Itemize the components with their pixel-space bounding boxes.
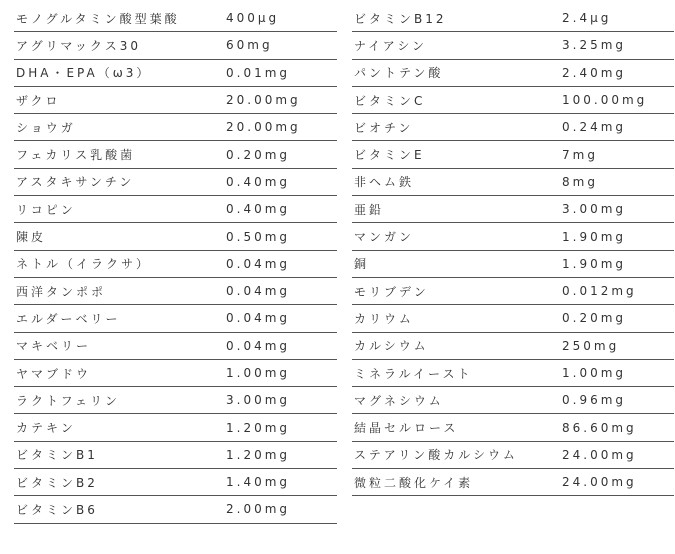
ingredient-name: ビタミンC: [354, 93, 426, 108]
ingredient-amount: 1.90mg: [562, 229, 627, 244]
ingredient-name: リコピン: [16, 202, 76, 217]
ingredient-amount: 0.04mg: [226, 338, 291, 353]
ingredient-name: ヤマブドウ: [16, 366, 92, 381]
ingredient-amount: 0.40mg: [226, 202, 291, 217]
ingredient-name: マキベリー: [16, 339, 92, 354]
ingredient-amount: 0.20mg: [226, 147, 291, 162]
ingredient-row: [14, 251, 337, 278]
ingredient-name: 銅: [354, 257, 370, 272]
ingredient-amount: 0.20mg: [562, 311, 627, 326]
ingredient-row: [352, 442, 674, 469]
ingredient-row: [14, 87, 337, 114]
ingredient-amount: 3.00mg: [562, 202, 627, 217]
ingredient-list-left: [14, 5, 337, 524]
ingredient-amount: 0.96mg: [562, 393, 627, 408]
ingredient-amount: 2.4μg: [562, 11, 612, 26]
ingredient-row: [352, 32, 674, 59]
ingredient-name: ザクロ: [16, 93, 61, 108]
ingredient-amount: 1.00mg: [226, 366, 291, 380]
ingredient-amount: 20.00mg: [226, 93, 301, 108]
ingredient-name: カリウム: [354, 311, 414, 326]
ingredient-name: 非ヘム鉄: [354, 175, 415, 190]
ingredient-amount: 100.00mg: [562, 93, 648, 108]
ingredient-name: マンガン: [354, 230, 415, 245]
ingredient-name: ラクトフェリン: [16, 393, 121, 408]
ingredient-row: [352, 469, 674, 496]
ingredient-amount: 1.20mg: [226, 420, 291, 435]
ingredient-amount: 1.90mg: [562, 256, 627, 271]
ingredient-amount: 400μg: [226, 11, 280, 26]
ingredient-row: [352, 333, 674, 360]
ingredient-name: ビオチン: [354, 120, 414, 135]
ingredient-row: [352, 305, 674, 332]
ingredient-list-right: [352, 5, 674, 496]
ingredient-amount: 1.20mg: [226, 447, 291, 462]
ingredient-amount: 0.50mg: [226, 229, 291, 244]
ingredient-row: [14, 305, 337, 332]
ingredient-amount: 0.012mg: [562, 284, 637, 299]
ingredient-amount: 60mg: [226, 38, 273, 53]
ingredient-row: [352, 114, 674, 141]
ingredient-row: [14, 442, 337, 469]
ingredient-name: ビタミンB12: [354, 11, 447, 26]
ingredient-amount: 1.40mg: [226, 475, 291, 490]
ingredient-row: [352, 223, 674, 250]
ingredient-row: [352, 414, 674, 441]
ingredient-row: [14, 387, 337, 414]
ingredient-amount: 250mg: [562, 338, 620, 353]
ingredient-amount: 0.01mg: [226, 65, 291, 80]
ingredient-row: [352, 196, 674, 223]
ingredient-row: [352, 141, 674, 168]
ingredient-name: フェカリス乳酸菌: [16, 148, 136, 163]
ingredient-row: [352, 251, 674, 278]
ingredient-amount: 7mg: [562, 147, 598, 162]
ingredient-name: ビタミンB1: [16, 448, 98, 463]
ingredient-name: 西洋タンポポ: [16, 284, 107, 299]
ingredient-amount: 86.60mg: [562, 420, 637, 435]
ingredient-name: アグリマックス30: [16, 38, 142, 53]
ingredient-amount: 2.40mg: [562, 65, 627, 80]
ingredient-row: [352, 360, 674, 387]
ingredient-row: [14, 469, 337, 496]
ingredient-row: [352, 169, 674, 196]
ingredient-row: [352, 278, 674, 305]
ingredient-name: モノグルタミン酸型葉酸: [16, 11, 180, 26]
ingredient-name: ビタミンE: [354, 148, 425, 163]
ingredient-row: [14, 196, 337, 223]
ingredient-amount: 0.24mg: [562, 120, 627, 135]
ingredient-amount: 2.00mg: [226, 502, 291, 517]
ingredient-name: ショウガ: [16, 120, 76, 135]
ingredient-amount: 3.25mg: [562, 38, 627, 53]
ingredient-amount: 20.00mg: [226, 120, 301, 135]
ingredient-name: ステアリン酸カルシウム: [354, 448, 518, 463]
ingredient-name: マグネシウム: [354, 393, 444, 408]
ingredient-row: [352, 5, 674, 32]
ingredient-name: パントテン酸: [354, 66, 444, 81]
ingredient-amount: 0.04mg: [226, 284, 291, 299]
ingredient-amount: 3.00mg: [226, 393, 291, 408]
ingredient-amount: 0.40mg: [226, 174, 291, 189]
ingredient-name: 結晶セルロース: [354, 421, 459, 436]
ingredient-name: エルダーベリー: [16, 311, 121, 326]
ingredient-name: 微粒二酸化ケイ素: [354, 475, 474, 490]
ingredient-name: カテキン: [16, 421, 76, 436]
ingredient-amount: 0.04mg: [226, 311, 291, 326]
ingredient-name: カルシウム: [354, 339, 429, 354]
ingredient-row: [14, 169, 337, 196]
ingredient-row: [14, 32, 337, 59]
ingredient-row: [352, 60, 674, 87]
ingredient-row: [14, 5, 337, 32]
ingredient-name: 亜鉛: [354, 202, 385, 217]
ingredient-row: [14, 141, 337, 168]
ingredient-row: [352, 387, 674, 414]
ingredient-amount: 24.00mg: [562, 447, 637, 462]
ingredient-row: [14, 360, 337, 387]
ingredient-name: 陳皮: [16, 230, 47, 245]
ingredient-name: ビタミンB2: [16, 475, 98, 490]
ingredient-amount: 0.04mg: [226, 256, 291, 271]
ingredient-amount: 24.00mg: [562, 475, 637, 490]
ingredient-row: [14, 223, 337, 250]
ingredient-name: モリブデン: [354, 284, 429, 299]
ingredient-name: ナイアシン: [354, 38, 428, 53]
ingredient-name: アスタキサンチン: [16, 175, 135, 190]
ingredient-amount: 1.00mg: [562, 366, 627, 380]
ingredient-amount: 8mg: [562, 174, 598, 189]
ingredient-name: ミネラルイースト: [354, 366, 473, 381]
ingredient-name: ビタミンB6: [16, 502, 98, 517]
ingredient-row: [14, 278, 337, 305]
ingredient-row: [14, 496, 337, 523]
ingredient-row: [14, 333, 337, 360]
ingredient-row: [14, 60, 337, 87]
ingredient-name: DHA・EPA（ω3）: [16, 66, 152, 81]
ingredient-name: ネトル（イラクサ）: [16, 257, 152, 272]
ingredient-row: [14, 414, 337, 441]
ingredient-row: [14, 114, 337, 141]
ingredient-row: [352, 87, 674, 114]
